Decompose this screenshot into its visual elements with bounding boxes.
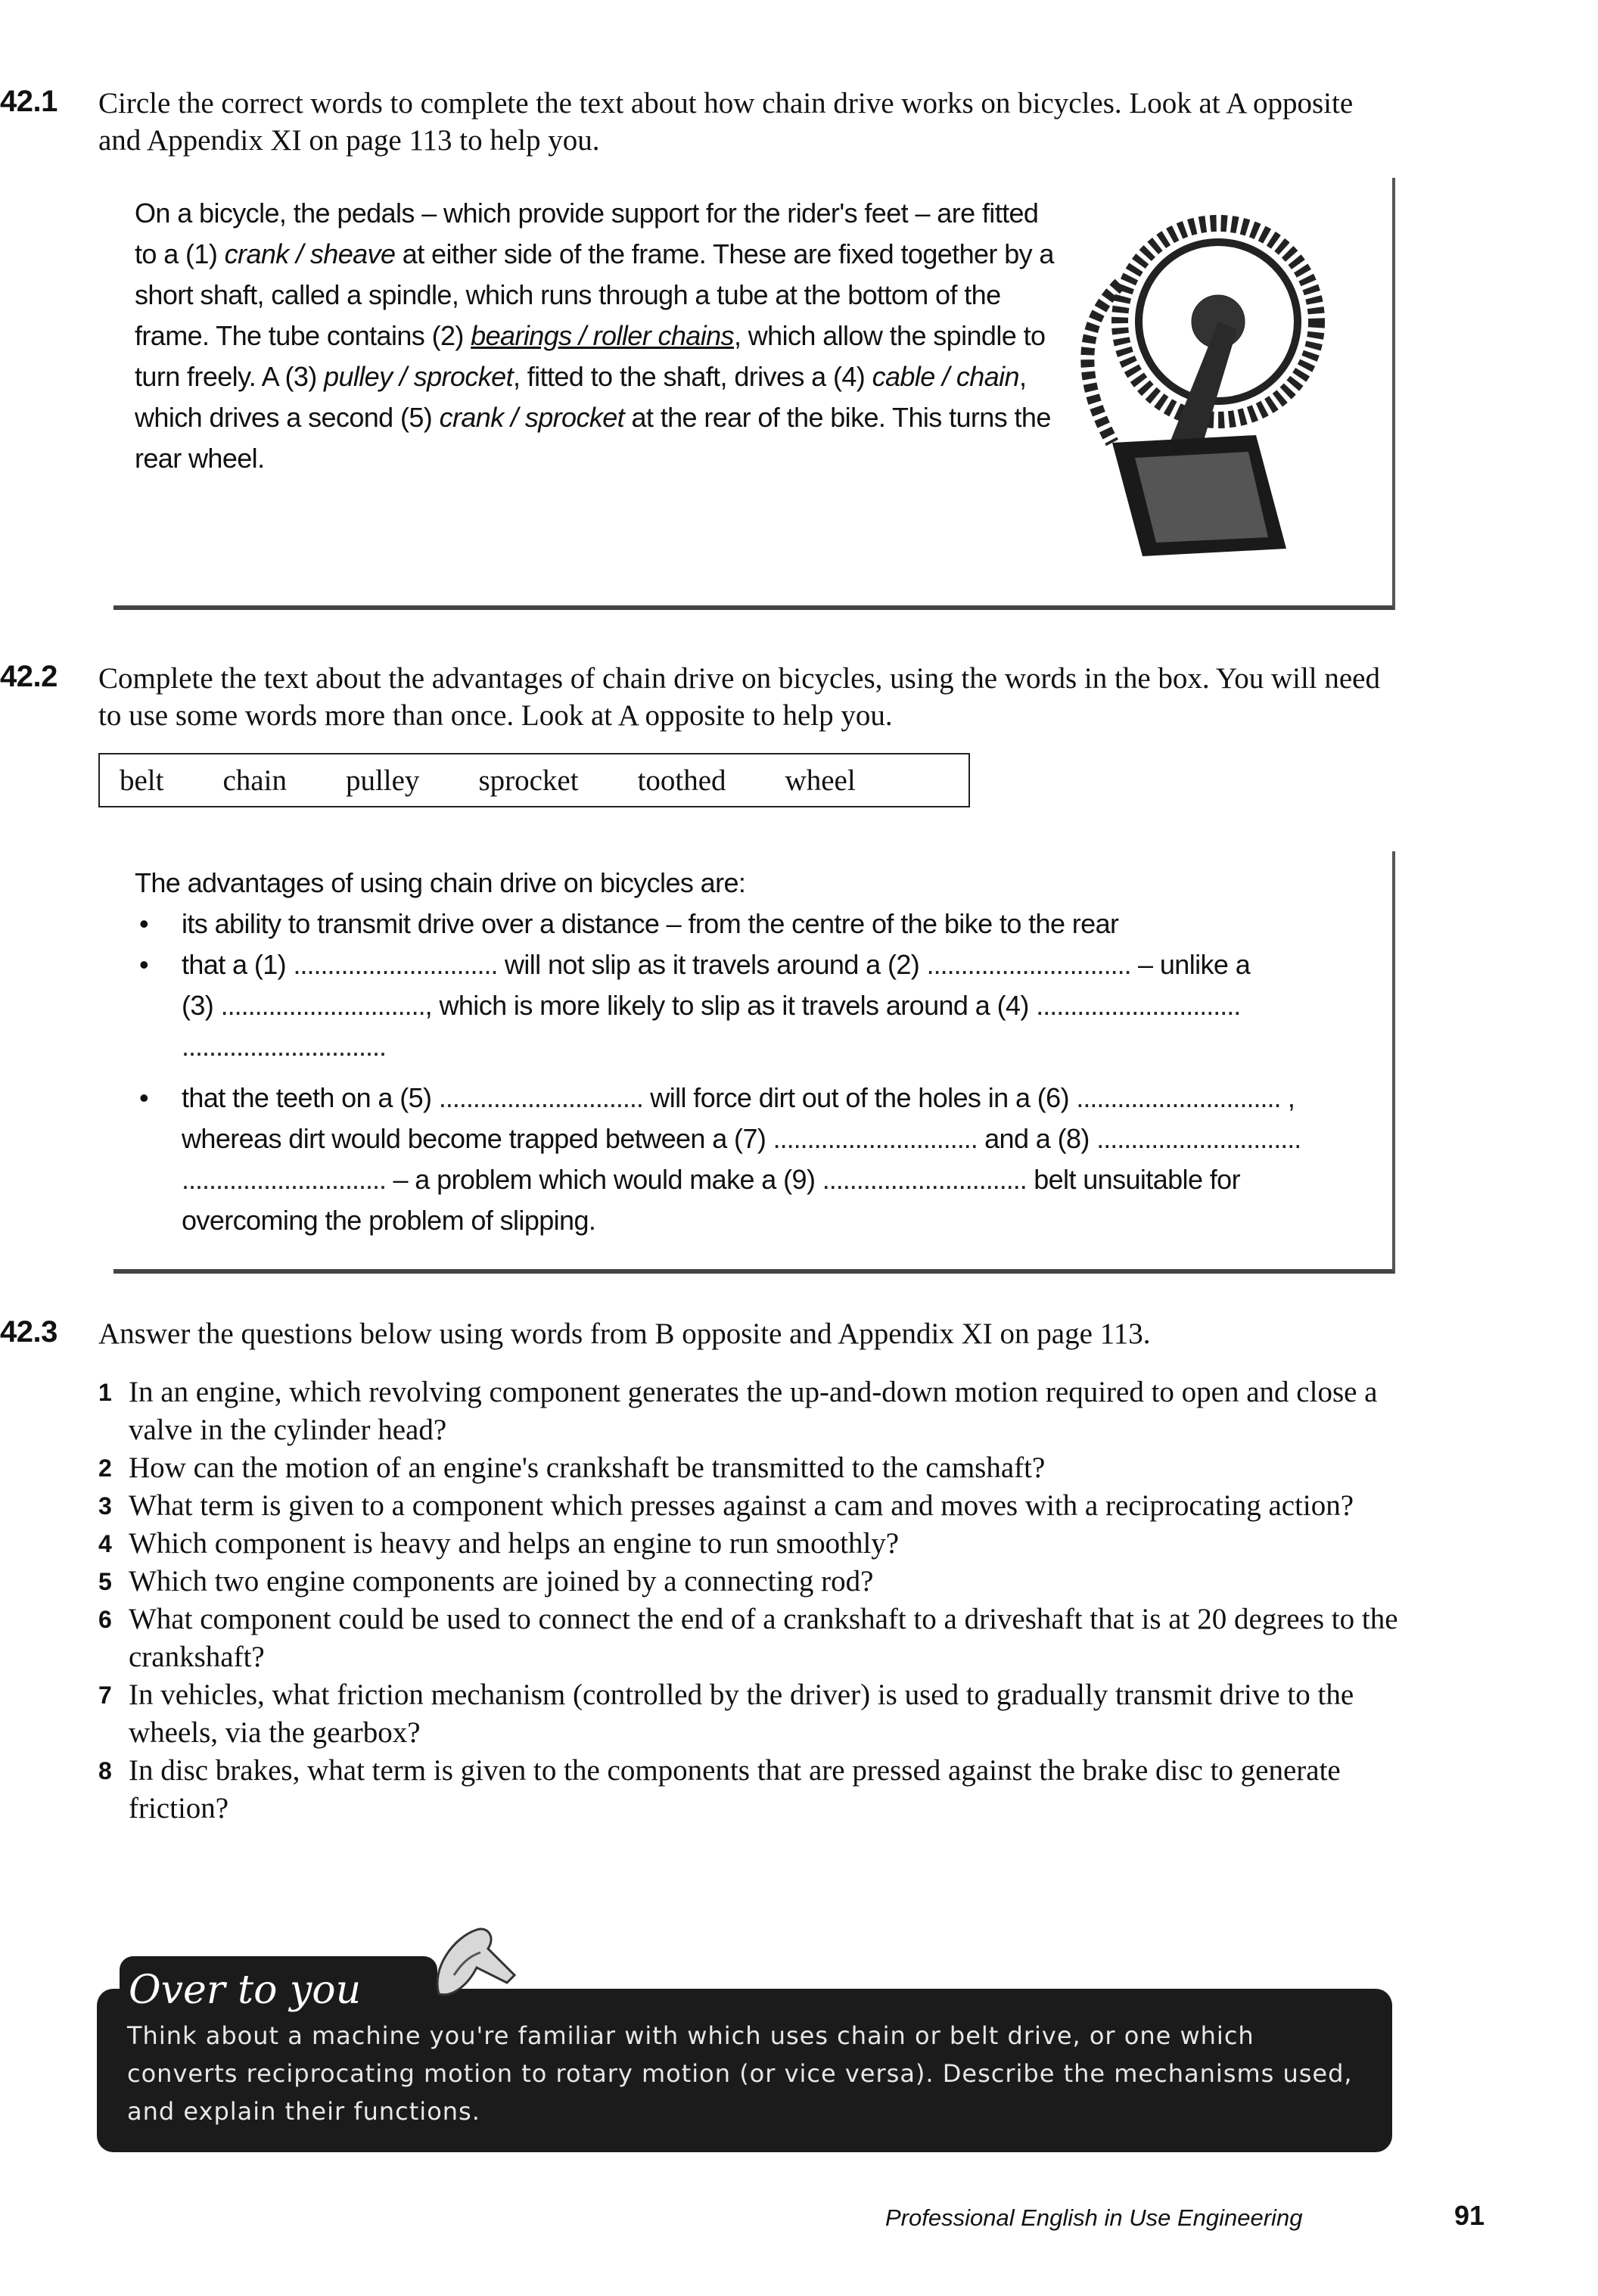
advantage-item-3: • that the teeth on a (5) .............................. will force dirt out of the holes in a (6) .............................. , whereas dirt would become trapped between a (7) .............................. and a (8) .............................. .............................. – a problem which would make a (9) .............................. belt unsuitable for overcoming the problem of slipping. [135,1078,1376,1241]
question-item: 4 Which component is heavy and helps an engine to run smoothly? [98,1527,900,1560]
exercise-number-42-1: 42.1 [0,85,58,118]
chain-drive-text-panel [113,178,1395,610]
advantages-intro: The advantages of using chain drive on bicycles are: [135,867,746,898]
blank-4[interactable]: .............................. [1036,990,1241,1021]
advantage-item-2: • that a (1) .............................. will not slip as it travels around a (2) .............................. – unlike a (3) .............................., which is more likely to slip as it travels around a (4) .............................. .............................. [135,944,1376,1067]
blank-1[interactable]: .............................. [293,949,498,980]
blank-9[interactable]: .............................. [822,1164,1027,1195]
word-sprocket: sprocket [478,764,579,797]
page-number: 91 [1454,2200,1485,2231]
question-item: 3 What term is given to a component which presses against a cam and moves with a reciprocating action? [98,1489,1354,1522]
blank-8[interactable]: .............................. [1096,1123,1301,1154]
word-toothed: toothed [637,764,726,797]
blank-6[interactable]: .............................. [1076,1082,1281,1113]
option-4[interactable]: cable / chain [872,361,1019,392]
bicycle-crank-sprocket-photo [1029,193,1385,571]
blank-7[interactable]: .............................. [773,1123,978,1154]
blank-8-continued: .............................. [182,1164,387,1195]
blank-2[interactable]: .............................. [926,949,1131,980]
question-list [98,1374,1415,1828]
exercise-number-42-2: 42.2 [0,660,58,693]
option-3[interactable]: pulley / sprocket [324,361,513,392]
word-wheel: wheel [785,764,856,797]
word-pulley: pulley [345,764,420,797]
question-item: 2 How can the motion of an engine's crankshaft be transmitted to the camshaft? [98,1451,1046,1484]
exercise-number-42-3: 42.3 [0,1315,58,1349]
option-5[interactable]: crank / sprocket [439,402,625,433]
book-title-footer: Professional English in Use Engineering [885,2204,1303,2231]
advantage-item-1: • its ability to transmit drive over a distance – from the centre of the bike to the rear [135,904,1376,944]
question-item: 5 Which two engine components are joined by a connecting rod? [98,1565,874,1598]
question-item: 1 In an engine, which revolving component generates the up-and-down motion required to open and close a valve in the cylinder head? [98,1376,1378,1446]
word-box [98,753,970,807]
option-1[interactable]: crank / sheave [224,238,396,269]
exercise-instruction-42-1: Circle the correct words to complete the text about how chain drive works on bicycles. Look at A opposite and Appendix XI on page 113 to help you. [98,87,1354,157]
over-to-you-text: Think about a machine you're familiar with which uses chain or belt drive, or one which converts reciprocating motion to rotary motion (or vice versa). Describe the mechanisms used, and explain their functions. [127,2021,1353,2126]
blank-3[interactable]: .............................. [220,990,425,1021]
question-item: 6 What component could be used to connect the end of a crankshaft to a driveshaft that is at 20 degrees to the crankshaft? [98,1603,1398,1673]
blank-4-continued: .............................. [182,1031,387,1062]
exercise-instruction-42-3: Answer the questions below using words from B opposite and Appendix XI on page 113. [98,1318,1151,1350]
advantages-paragraph [135,863,1376,1241]
over-to-you-title: Over to you [120,1956,437,2024]
option-2[interactable]: bearings / roller chains [471,320,734,351]
blank-5[interactable]: .............................. [438,1082,643,1113]
question-item: 7 In vehicles, what friction mechanism (controlled by the driver) is used to gradually transmit drive to the wheels, via the gearbox? [98,1678,1354,1749]
advantages-text-panel [113,851,1395,1274]
word-belt: belt [120,764,164,797]
word-chain: chain [222,764,287,797]
exercise-instruction-42-2: Complete the text about the advantages of chain drive on bicycles, using the words in the box. You will need to use some words more than once. Look at A opposite to help you. [98,662,1380,732]
pointing-hand-icon [424,1922,522,2005]
question-item: 8 In disc brakes, what term is given to the components that are pressed against the brake disc to generate friction? [98,1754,1341,1825]
chain-drive-paragraph: On a bicycle, the pedals – which provide support for the rider's feet – are fitted to a (1) crank / sheave at either side of the frame. These are fixed together by a short shaft, called a spindle, which runs through a tube at the bottom of the frame. The tube contains (2) bearings / roller chains, which allow the spindle to turn freely. A (3) pulley / sprocket, fitted to the shaft, drives a (4) cable / chain, which drives a second (5) crank / sprocket at the rear of the bike. This turns the rear wheel. [135,198,1054,474]
